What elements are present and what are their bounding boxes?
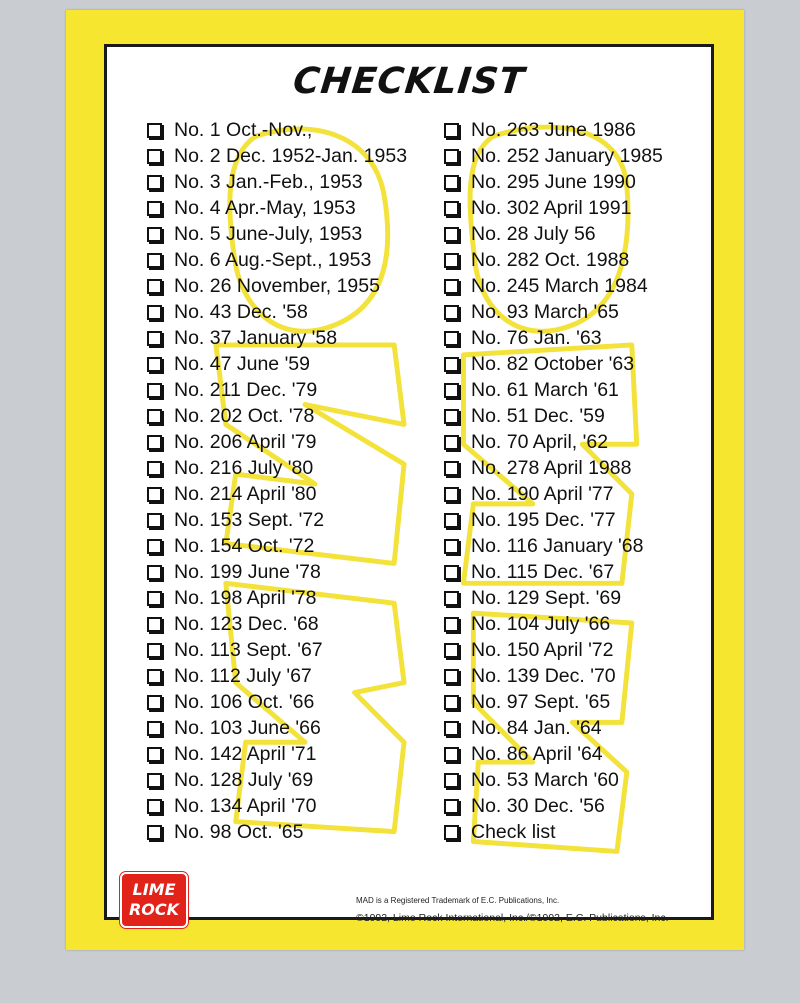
checklist-item-label: No. 76 Jan. '63 [471, 326, 602, 349]
checklist-item-label: No. 26 November, 1955 [174, 274, 380, 297]
checklist-item [444, 637, 663, 663]
checkbox-icon[interactable] [147, 539, 162, 554]
checklist-item-label: No. 3 Jan.-Feb., 1953 [174, 170, 363, 193]
checkbox-icon[interactable] [147, 773, 162, 788]
checklist-item-label: No. 302 April 1991 [471, 196, 632, 219]
checkbox-icon[interactable] [444, 487, 459, 502]
checklist-item [147, 143, 407, 169]
checkbox-icon[interactable] [444, 253, 459, 268]
checkbox-icon[interactable] [444, 695, 459, 710]
checklist-item [147, 767, 407, 793]
checklist-item-label: No. 263 June 1986 [471, 118, 636, 141]
checklist-item-label: No. 123 Dec. '68 [174, 612, 319, 635]
checklist-item-label: No. 150 April '72 [471, 638, 614, 661]
right-checklist [444, 117, 663, 845]
checkbox-icon[interactable] [147, 669, 162, 684]
checklist-item [147, 403, 407, 429]
checklist-item-label: No. 195 Dec. '77 [471, 508, 616, 531]
checklist-item [147, 117, 407, 143]
checkbox-icon[interactable] [147, 227, 162, 242]
checklist-item-label: No. 82 October '63 [471, 352, 635, 375]
checklist-item [444, 715, 663, 741]
checkbox-icon[interactable] [147, 123, 162, 138]
checklist-item-label: No. 278 April 1988 [471, 456, 632, 479]
checklist-item [444, 117, 663, 143]
checkbox-icon[interactable] [444, 331, 459, 346]
checklist-item-label: No. 51 Dec. '59 [471, 404, 605, 427]
checklist-item [444, 221, 663, 247]
checklist-item-label: No. 84 Jan. '64 [471, 716, 602, 739]
checkbox-icon[interactable] [147, 175, 162, 190]
checklist-item [147, 819, 407, 845]
checklist-item [444, 533, 663, 559]
checklist-item [147, 637, 407, 663]
checklist-item [444, 741, 663, 767]
checklist-item-label: No. 206 April '79 [174, 430, 317, 453]
checklist-item [147, 299, 407, 325]
checklist-item-label: No. 113 Sept. '67 [174, 638, 323, 661]
checklist-item [444, 507, 663, 533]
page-title: CHECKLIST [291, 61, 527, 102]
checkbox-icon[interactable] [444, 149, 459, 164]
checkbox-icon[interactable] [147, 487, 162, 502]
checkbox-icon[interactable] [444, 565, 459, 580]
checkbox-icon[interactable] [444, 747, 459, 762]
checklist-item [444, 429, 663, 455]
checklist-item [444, 481, 663, 507]
checkbox-icon[interactable] [147, 513, 162, 528]
checklist-item-label: No. 142 April '71 [174, 742, 317, 765]
checklist-item [444, 689, 663, 715]
checkbox-icon[interactable] [147, 461, 162, 476]
checklist-item-label: No. 98 Oct. '65 [174, 820, 304, 843]
checklist-item-label: No. 47 June '59 [174, 352, 310, 375]
checkbox-icon[interactable] [444, 383, 459, 398]
trademark-notice: MAD is a Registered Trademark of E.C. Publications, Inc. [356, 896, 560, 905]
checkbox-icon[interactable] [444, 643, 459, 658]
checkbox-icon[interactable] [444, 539, 459, 554]
checklist-item-label: No. 86 April '64 [471, 742, 603, 765]
checklist-item-label: No. 295 June 1990 [471, 170, 636, 193]
checklist-item-label: No. 115 Dec. '67 [471, 560, 615, 583]
checkbox-icon[interactable] [444, 123, 459, 138]
checklist-item-label: Check list [471, 820, 556, 843]
checklist-item-label: No. 154 Oct. '72 [174, 534, 315, 557]
checklist-item-label: No. 103 June '66 [174, 716, 321, 739]
checkbox-icon[interactable] [444, 201, 459, 216]
checkbox-icon[interactable] [444, 227, 459, 242]
checklist-item [147, 611, 407, 637]
checklist-item [147, 689, 407, 715]
checklist-item-label: No. 104 July '66 [471, 612, 611, 635]
checkbox-icon[interactable] [147, 643, 162, 658]
checklist-item [444, 325, 663, 351]
checkbox-icon[interactable] [147, 799, 162, 814]
checklist-item [147, 663, 407, 689]
checklist-item-label: No. 116 January '68 [471, 534, 644, 557]
checklist-item-label: No. 198 April '78 [174, 586, 317, 609]
checkbox-icon[interactable] [444, 591, 459, 606]
checkbox-icon[interactable] [147, 253, 162, 268]
checklist-item [147, 351, 407, 377]
checkbox-icon[interactable] [147, 747, 162, 762]
checklist-item-label: No. 28 July 56 [471, 222, 596, 245]
checkbox-icon[interactable] [147, 825, 162, 840]
checklist-item-label: No. 129 Sept. '69 [471, 586, 622, 609]
checkbox-icon[interactable] [147, 721, 162, 736]
checklist-item-label: No. 2 Dec. 1952-Jan. 1953 [174, 144, 408, 167]
checkbox-icon[interactable] [444, 435, 459, 450]
checklist-item [147, 325, 407, 351]
checklist-item [444, 299, 663, 325]
checklist-item-label: No. 93 March '65 [471, 300, 619, 323]
checklist-item [147, 273, 407, 299]
checkbox-icon[interactable] [147, 409, 162, 424]
checklist-item-label: No. 214 April '80 [174, 482, 317, 505]
checklist-item [147, 195, 407, 221]
checkbox-icon[interactable] [147, 201, 162, 216]
checklist-item-label: No. 53 March '60 [471, 768, 619, 791]
checklist-item [444, 819, 663, 845]
checkbox-icon[interactable] [147, 435, 162, 450]
checklist-item-label: No. 282 Oct. 1988 [471, 248, 630, 271]
checklist-item [147, 793, 407, 819]
checklist-item [147, 715, 407, 741]
checkbox-icon[interactable] [147, 279, 162, 294]
checklist-item-label: No. 30 Dec. '56 [471, 794, 605, 817]
checklist-item-label: No. 252 January 1985 [471, 144, 663, 167]
checkbox-icon[interactable] [444, 175, 459, 190]
checklist-item-label: No. 37 January '58 [174, 326, 338, 349]
checklist-item-label: No. 211 Dec. '79 [174, 378, 318, 401]
checklist-item-label: No. 153 Sept. '72 [174, 508, 325, 531]
checklist-item [444, 377, 663, 403]
checklist-item [444, 767, 663, 793]
checklist-item [444, 169, 663, 195]
checklist-item [444, 663, 663, 689]
checkbox-icon[interactable] [147, 357, 162, 372]
checklist-item [147, 221, 407, 247]
checklist-item-label: No. 106 Oct. '66 [174, 690, 315, 713]
checklist-item [444, 559, 663, 585]
checkbox-icon[interactable] [147, 383, 162, 398]
checklist-item [444, 195, 663, 221]
checklist-item [444, 455, 663, 481]
checklist-item [147, 247, 407, 273]
checkbox-icon[interactable] [444, 461, 459, 476]
checkbox-icon[interactable] [444, 799, 459, 814]
checklist-item-label: No. 216 July '80 [174, 456, 314, 479]
checkbox-icon[interactable] [147, 565, 162, 580]
checklist-item-label: No. 190 April '77 [471, 482, 614, 505]
checkbox-icon[interactable] [147, 305, 162, 320]
checkbox-icon[interactable] [444, 357, 459, 372]
checklist-item-label: No. 128 July '69 [174, 768, 314, 791]
checklist-item-label: No. 112 July '67 [174, 664, 312, 687]
checklist-item-label: No. 134 April '70 [174, 794, 317, 817]
logo-line2: ROCK [128, 900, 180, 919]
checkbox-icon[interactable] [147, 331, 162, 346]
checkbox-icon[interactable] [147, 695, 162, 710]
checkbox-icon[interactable] [444, 305, 459, 320]
checklist-item [444, 143, 663, 169]
checklist-item [444, 793, 663, 819]
checkbox-icon[interactable] [444, 773, 459, 788]
lime-rock-logo [120, 872, 188, 928]
checkbox-icon[interactable] [147, 591, 162, 606]
checklist-item [147, 429, 407, 455]
checklist-item-label: No. 70 April, '62 [471, 430, 609, 453]
checklist-item [147, 455, 407, 481]
checklist-item [444, 247, 663, 273]
checklist-item [147, 481, 407, 507]
checklist-item [147, 585, 407, 611]
checklist-item-label: No. 1 Oct.-Nov., [174, 118, 313, 141]
checklist-item [444, 273, 663, 299]
checklist-item-label: No. 43 Dec. '58 [174, 300, 308, 323]
logo-line1: LIME [132, 880, 176, 899]
checklist-item-label: No. 139 Dec. '70 [471, 664, 616, 687]
left-checklist [147, 117, 407, 845]
checkbox-icon[interactable] [444, 721, 459, 736]
checklist-item-label: No. 202 Oct. '78 [174, 404, 315, 427]
checklist-item [147, 559, 407, 585]
checklist-item-label: No. 61 March '61 [471, 378, 619, 401]
checklist-panel [104, 44, 714, 920]
checklist-item-label: No. 6 Aug.-Sept., 1953 [174, 248, 372, 271]
checklist-item [444, 351, 663, 377]
checklist-item [147, 741, 407, 767]
checkbox-icon[interactable] [147, 617, 162, 632]
checklist-item [444, 611, 663, 637]
checklist-item [147, 507, 407, 533]
checklist-item-label: No. 5 June-July, 1953 [174, 222, 363, 245]
checklist-item [147, 377, 407, 403]
checkbox-icon[interactable] [444, 617, 459, 632]
checkbox-icon[interactable] [444, 669, 459, 684]
checklist-item-label: No. 4 Apr.-May, 1953 [174, 196, 356, 219]
copyright-notice: ©1992, Lime Rock International, Inc./©1992, E.C. Publications, Inc. [356, 912, 669, 924]
checklist-item [444, 403, 663, 429]
checklist-item-label: No. 97 Sept. '65 [471, 690, 611, 713]
checkbox-icon[interactable] [147, 149, 162, 164]
checkbox-icon[interactable] [444, 825, 459, 840]
checklist-item [444, 585, 663, 611]
checklist-item-label: No. 245 March 1984 [471, 274, 648, 297]
checkbox-icon[interactable] [444, 513, 459, 528]
checklist-item [147, 533, 407, 559]
checkbox-icon[interactable] [444, 279, 459, 294]
checkbox-icon[interactable] [444, 409, 459, 424]
trading-card [66, 10, 744, 950]
checklist-item [147, 169, 407, 195]
checklist-item-label: No. 199 June '78 [174, 560, 321, 583]
